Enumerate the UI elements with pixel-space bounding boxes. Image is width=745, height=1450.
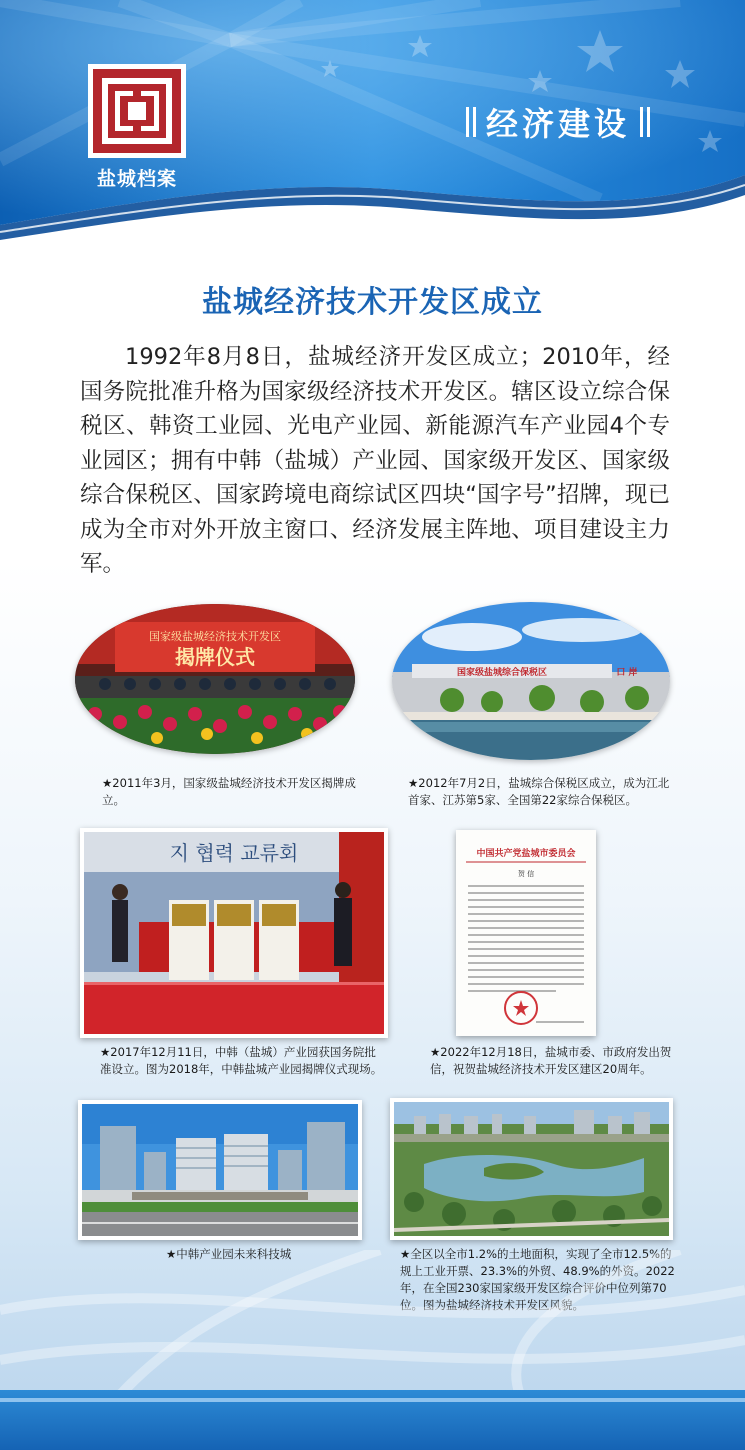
title-bars-left — [464, 107, 478, 137]
section-title — [448, 100, 668, 144]
photo-aerial-view — [390, 1098, 673, 1240]
letter-title: 贺 信 — [517, 870, 535, 878]
banner-line1: 国家级盐城经济技术开发区 — [149, 630, 281, 643]
section-title-text: 经济建设 — [485, 105, 630, 143]
caption-future-tech-city: ★中韩产业园未来科技城 — [166, 1247, 292, 1261]
caption-unveiling: ★2011年3月，国家级盐城经济技术开发区揭牌成立。 — [102, 776, 356, 807]
title-bars-right — [638, 107, 652, 137]
footer-band — [0, 1390, 745, 1450]
photo-future-tech-city — [78, 1100, 362, 1240]
letter-head: 中国共产党盐城市委员会 — [476, 849, 576, 859]
photo-unveiling-ceremony — [75, 604, 355, 754]
seal-icon — [88, 64, 186, 158]
caption-park-unveiling: ★2017年12月11日，中韩（盐城）产业园获国务院批准设立。图为2018年，中韩盐城产业园揭牌仪式现场。 — [100, 1045, 383, 1076]
bonded-zone-sign: 国家级盐城综合保税区 — [456, 668, 548, 678]
photo-park-unveiling — [80, 828, 388, 1038]
caption-congratulatory-letter: ★2022年12月18日，盐城市委、市政府发出贺信，祝贺盐城经济技术开发区建区20周年。 — [430, 1045, 672, 1076]
page-title: 盐城经济技术开发区成立 — [202, 285, 543, 320]
archive-logo — [88, 64, 186, 192]
highway-background — [0, 1250, 745, 1395]
banner-line2: 揭牌仪式 — [175, 645, 255, 669]
intro-paragraph: 1992年8月8日，盐城经济开发区成立；2010年，经国务院批准升格为国家级经济技术开发区。辖区设立综合保税区、韩资工业园、光电产业园、新能源汽车产业园4个专业园区；拥有中韩（盐城）产业园、国家级开发区、国家级综合保税区、国家跨境电商综试区四块“国字号”招牌，现已成为全市对外开放主窗口、经济发展主阵地、项目建设主力军。 — [80, 344, 670, 577]
photo-congratulatory-letter — [456, 830, 596, 1036]
footer-stripe — [0, 1398, 745, 1402]
caption-aerial-view: ★全区以全市1.2%的土地面积，实现了全市12.5%的规上工业开票、23.3%的外贸、48.9%的外资。2022年，在全国230家国家级开发区综合评价中位列第70位。图为盐城经济技术开发区风貌。 — [400, 1247, 675, 1312]
header-banner — [0, 0, 745, 240]
logo-text: 盐城档案 — [96, 168, 177, 190]
photo-bonded-zone — [392, 602, 670, 760]
port-sign: 口 岸 — [616, 668, 638, 678]
caption-bonded-zone: ★2012年7月2日，盐城综合保税区成立，成为江北首家、江苏第5家、全国第22家综合保税区。 — [408, 776, 670, 807]
backdrop-text: 지 협력 교류회 — [169, 841, 299, 865]
